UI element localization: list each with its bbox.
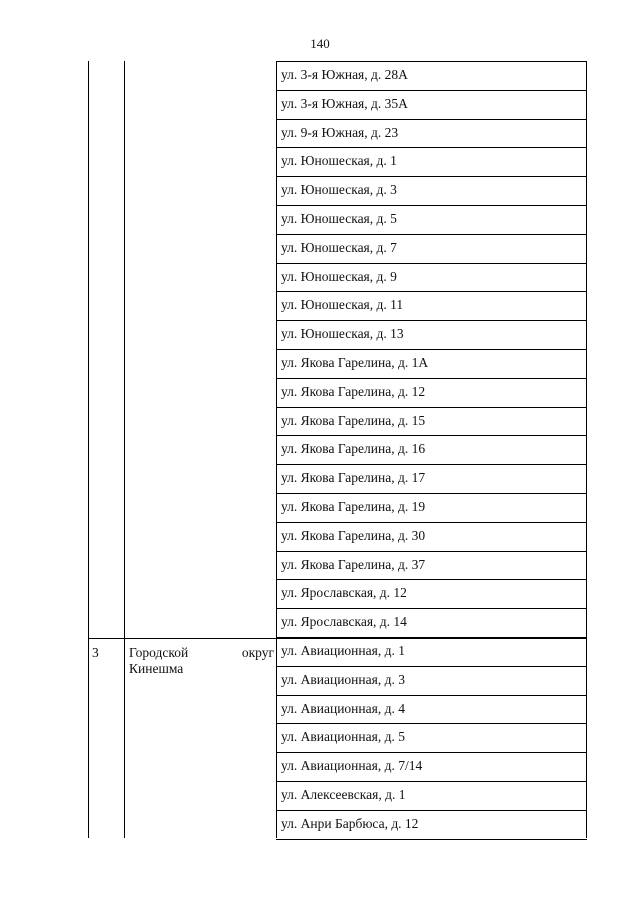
- group-number: 3: [92, 645, 99, 660]
- address-row: ул. Юношеская, д. 11: [281, 297, 404, 312]
- row-border: [276, 579, 587, 580]
- address-row: ул. Авиационная, д. 4: [281, 701, 405, 716]
- address-row: ул. Ярославская, д. 14: [281, 614, 407, 629]
- row-border: [276, 291, 587, 292]
- row-border: [276, 781, 587, 782]
- row-border: [276, 61, 587, 62]
- address-row: ул. Якова Гарелина, д. 12: [281, 384, 426, 399]
- row-border: [276, 119, 587, 120]
- row-border: [276, 608, 587, 609]
- row-border: [276, 320, 587, 321]
- group-separator: [88, 638, 587, 639]
- table-border-left: [88, 61, 89, 838]
- address-row: ул. Якова Гарелина, д. 37: [281, 557, 426, 572]
- address-row: ул. 3-я Южная, д. 35А: [281, 96, 408, 111]
- address-row: ул. Юношеская, д. 7: [281, 240, 397, 255]
- address-row: ул. Юношеская, д. 1: [281, 153, 397, 168]
- row-border: [276, 378, 587, 379]
- address-row: ул. Юношеская, д. 13: [281, 326, 404, 341]
- row-border: [276, 666, 587, 667]
- address-row: ул. Якова Гарелина, д. 15: [281, 413, 426, 428]
- row-border: [276, 723, 587, 724]
- row-border: [276, 147, 587, 148]
- row-border: [276, 176, 587, 177]
- address-row: ул. Юношеская, д. 9: [281, 269, 397, 284]
- row-border: [276, 522, 587, 523]
- address-row: ул. Ярославская, д. 12: [281, 585, 407, 600]
- row-border: [276, 551, 587, 552]
- address-row: ул. Авиационная, д. 7/14: [281, 758, 423, 773]
- row-border: [276, 263, 587, 264]
- row-border-bottom: [276, 839, 587, 840]
- group-name-word2: округ: [241, 645, 274, 660]
- address-row: ул. Авиационная, д. 3: [281, 672, 405, 687]
- row-border: [276, 205, 587, 206]
- group-name-line2: Кинешма: [129, 661, 184, 676]
- row-border: [276, 637, 587, 638]
- group-name-word1: Городской: [129, 645, 189, 660]
- address-row: ул. Алексеевская, д. 1: [281, 787, 406, 802]
- address-row: ул. 3-я Южная, д. 28А: [281, 67, 408, 82]
- address-row: ул. Юношеская, д. 5: [281, 211, 397, 226]
- row-border: [276, 90, 587, 91]
- address-row: ул. Авиационная, д. 1: [281, 643, 405, 658]
- row-border: [276, 349, 587, 350]
- row-border: [276, 464, 587, 465]
- row-border: [276, 810, 587, 811]
- table-border-right: [586, 61, 587, 838]
- row-border: [276, 752, 587, 753]
- address-row: ул. Якова Гарелина, д. 30: [281, 528, 426, 543]
- table-divider-number: [124, 61, 125, 838]
- row-border: [276, 435, 587, 436]
- address-row: ул. Анри Барбюса, д. 12: [281, 816, 419, 831]
- row-border: [276, 493, 587, 494]
- page-number: 140: [310, 36, 330, 51]
- address-row: ул. Якова Гарелина, д. 1А: [281, 355, 429, 370]
- address-row: ул. 9-я Южная, д. 23: [281, 125, 399, 140]
- address-row: ул. Якова Гарелина, д. 17: [281, 470, 426, 485]
- group-name: [129, 645, 274, 677]
- address-row: ул. Авиационная, д. 5: [281, 729, 405, 744]
- row-border: [276, 407, 587, 408]
- address-row: ул. Якова Гарелина, д. 16: [281, 441, 426, 456]
- address-row: ул. Юношеская, д. 3: [281, 182, 397, 197]
- address-row: ул. Якова Гарелина, д. 19: [281, 499, 426, 514]
- row-border: [276, 695, 587, 696]
- table-divider-name: [276, 61, 277, 838]
- row-border: [276, 234, 587, 235]
